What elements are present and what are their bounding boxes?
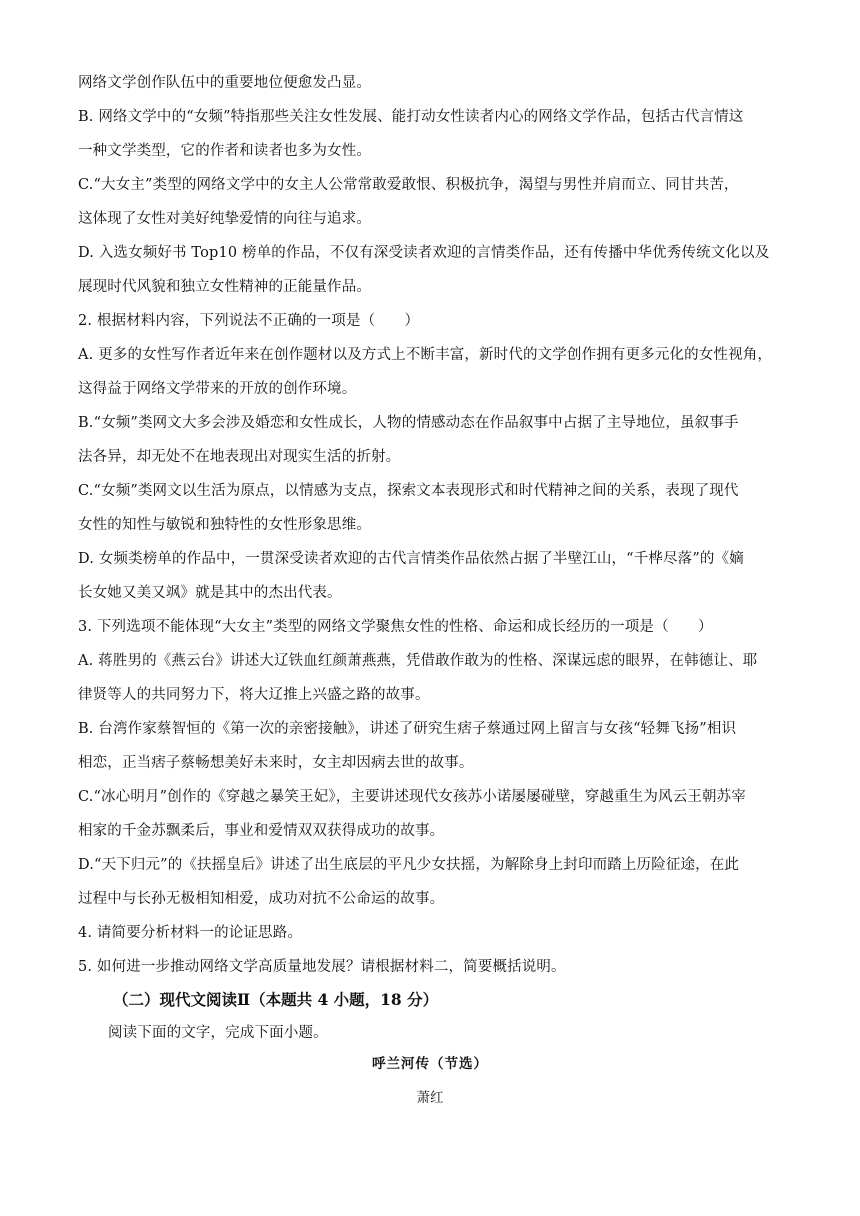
option-c-line: C.“女频”类网文以生活为原点，以情感为支点，探索文本表现形式和时代精神之间的关系，表现了现代 [78,483,739,499]
text-line: 这得益于网络文学带来的开放的创作环境。 [78,381,357,397]
article-author: 萧红 [416,1090,444,1106]
text-line: 相恋，正当痞子蔡畅想美好未来时，女主却因病去世的故事。 [78,755,474,771]
option-d-line: D. 女频类榜单的作品中，一贯深受读者欢迎的古代言情类作品依然占据了半壁江山，“千桦尽落”的《嫡 [78,551,744,567]
option-b-line: B. 网络文学中的“女频”特指那些关注女性发展、能打动女性读者内心的网络文学作品，包括古代言情这 [78,109,744,125]
question-4: 4. 请简要分析材料一的论证思路。 [78,925,302,941]
text-line: 法各异，却无处不在地表现出对现实生活的折射。 [78,449,401,465]
text-line: 女性的知性与敏锐和独特性的女性形象思维。 [78,517,371,533]
text-line: 长女她又美又飒》就是其中的杰出代表。 [78,585,342,601]
option-a-line: A. 蒋胜男的《燕云台》讲述大辽铁血红颜萧燕燕，凭借敢作敢为的性格、深谋远虑的眼界，在韩德让、耶 [78,653,758,669]
option-a-line: A. 更多的女性写作者近年来在创作题材以及方式上不断丰富，新时代的文学创作拥有更多元化的女性视角， [78,347,773,363]
option-b-line: B. 台湾作家蔡智恒的《第一次的亲密接触》，讲述了研究生痞子蔡通过网上留言与女孩“轻舞飞扬”相识 [78,721,737,737]
text-line: 相家的千金苏飘柔后，事业和爱情双双获得成功的故事。 [78,823,445,839]
option-c-line: C.“大女主”类型的网络文学中的女主人公常常敢爱敢恨、积极抗争，渴望与男性并肩而立、同甘共苦， [78,177,739,193]
option-d-line: D.“天下归元”的《扶摇皇后》讲述了出生底层的平凡少女扶摇，为解除身上封印而踏上历险征途，在此 [78,857,740,873]
article-title: 呼兰河传（节选） [372,1056,488,1072]
question-5: 5. 如何进一步推动网络文学高质量地发展？请根据材料二，简要概括说明。 [78,959,566,975]
text-line: 展现时代风貌和独立女性精神的正能量作品。 [78,279,371,295]
instruction: 阅读下面的文字，完成下面小题。 [108,1025,328,1041]
text-line: 过程中与长孙无极相知相爱，成功对抗不公命运的故事。 [78,891,445,907]
section-heading: （二）现代文阅读Ⅱ（本题共 4 小题，18 分） [113,990,439,1009]
option-b-line: B.“女频”类网文大多会涉及婚恋和女性成长，人物的情感动态在作品叙事中占据了主导地位，虽叙事手 [78,415,739,431]
text-line: 网络文学创作队伍中的重要地位便愈发凸显。 [78,75,371,91]
question-2: 2. 根据材料内容，下列说法不正确的一项是（ ） [78,313,420,329]
text-line: 律贤等人的共同努力下，将大辽推上兴盛之路的故事。 [78,687,430,703]
text-line: 这体现了女性对美好纯挚爱情的向往与追求。 [78,211,371,227]
option-d-line: D. 入选女频好书 Top10 榜单的作品，不仅有深受读者欢迎的言情类作品，还有传播中华优秀传统文化以及 [78,245,770,261]
option-c-line: C.“冰心明月”创作的《穿越之暴笑王妃》，主要讲述现代女孩苏小诺屡屡碰壁，穿越重生为风云王朝苏宰 [78,789,746,805]
question-3: 3. 下列选项不能体现“大女主”类型的网络文学聚焦女性的性格、命运和成长经历的一项是（ ） [78,619,713,635]
text-line: 一种文学类型，它的作者和读者也多为女性。 [78,143,371,159]
